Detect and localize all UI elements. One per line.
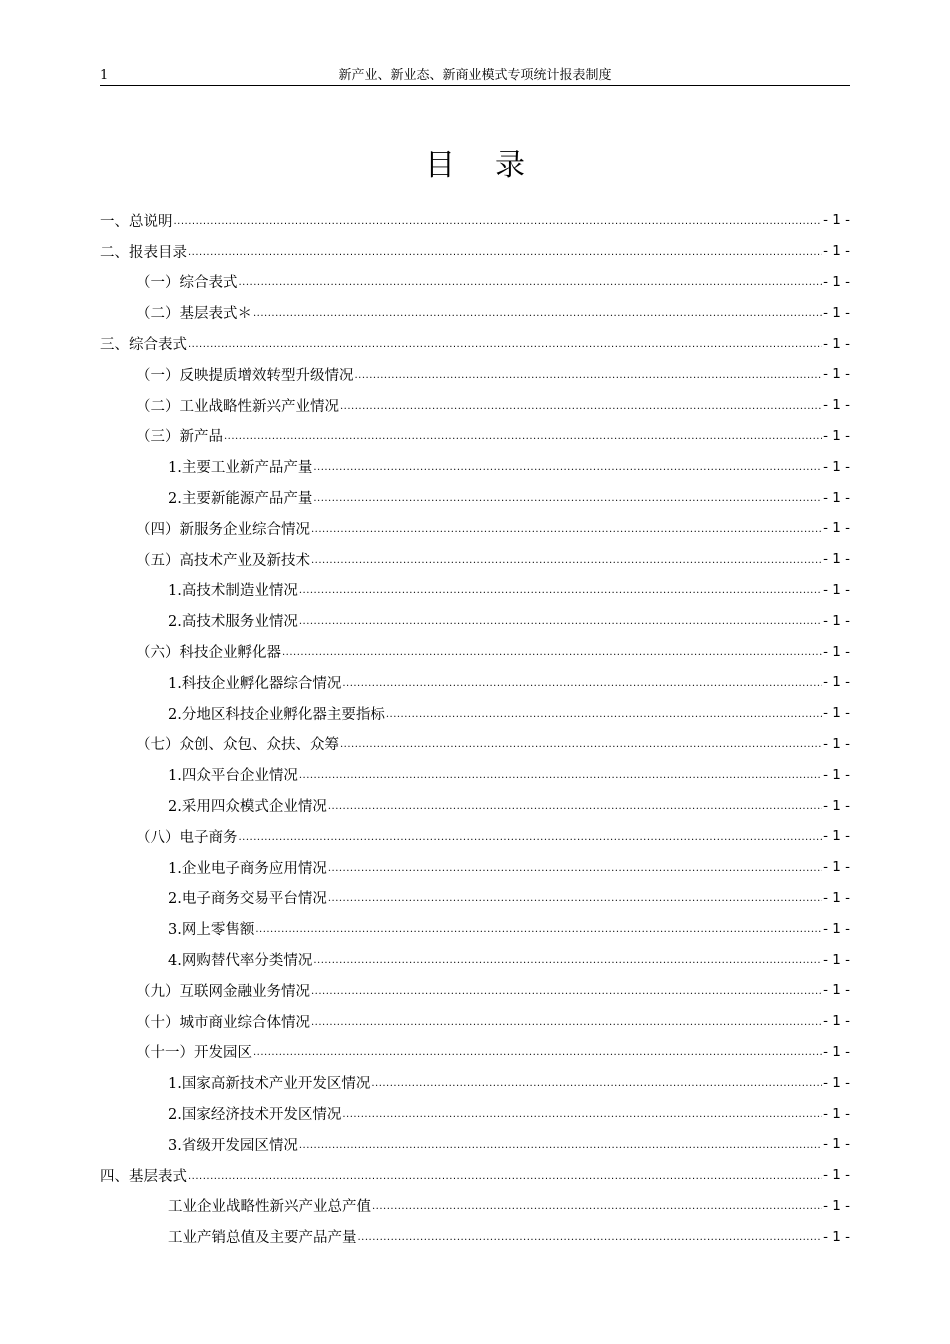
toc-entry-label: 2.主要新能源产品产量: [168, 491, 313, 508]
toc-entry[interactable]: [100, 390, 850, 421]
toc-entry-page: - 1 -: [823, 397, 850, 414]
toc-entry-label: 1.企业电子商务应用情况: [168, 860, 327, 877]
toc-entry-label: （五）高技术产业及新技术: [136, 552, 310, 569]
toc-entry-page: - 1 -: [823, 1105, 850, 1122]
toc-entry[interactable]: [100, 1098, 850, 1129]
toc-entry-page: - 1 -: [823, 889, 850, 906]
toc-entry[interactable]: [100, 421, 850, 452]
toc-entry[interactable]: [100, 821, 850, 852]
toc-dot-leader: [311, 1017, 822, 1037]
toc-dot-leader: [299, 616, 822, 636]
toc-entry-label: 1.主要工业新产品产量: [168, 460, 313, 477]
toc-entry-page: - 1 -: [823, 612, 850, 629]
toc-entry-label: 1.科技企业孵化器综合情况: [168, 675, 342, 692]
toc-entry-label: （一）综合表式: [136, 275, 238, 292]
toc-entry-label: 四、基层表式: [100, 1168, 187, 1185]
toc-entry-label: 一、总说明: [100, 213, 173, 230]
toc-entry-label: （十一）开发园区: [136, 1045, 252, 1062]
toc-dot-leader: [328, 893, 822, 913]
toc-entry-page: - 1 -: [823, 1136, 850, 1153]
toc-dot-leader: [239, 277, 823, 297]
toc-entry-label: 2.高技术服务业情况: [168, 614, 298, 631]
toc-entry-label: 2.电子商务交易平台情况: [168, 891, 327, 908]
document-title: 目录: [425, 148, 565, 183]
toc-entry[interactable]: [100, 883, 850, 914]
toc-dot-leader: [188, 339, 822, 359]
toc-entry-page: - 1 -: [823, 982, 850, 999]
toc-entry[interactable]: [100, 575, 850, 606]
toc-entry-page: - 1 -: [823, 1197, 850, 1214]
toc-entry-page: - 1 -: [823, 273, 850, 290]
toc-entry-page: - 1 -: [823, 1013, 850, 1030]
toc-entry-page: - 1 -: [823, 705, 850, 722]
toc-entry[interactable]: [100, 1006, 850, 1037]
toc-entry[interactable]: [100, 698, 850, 729]
toc-entry-page: - 1 -: [823, 735, 850, 752]
toc-dot-leader: [313, 955, 822, 975]
toc-entry-page: - 1 -: [823, 551, 850, 568]
toc-entry-page: - 1 -: [823, 1167, 850, 1184]
toc-dot-leader: [224, 431, 822, 451]
toc-entry-page: - 1 -: [823, 581, 850, 598]
toc-dot-leader: [311, 524, 822, 544]
toc-entry[interactable]: [100, 1160, 850, 1191]
toc-entry-page: - 1 -: [823, 920, 850, 937]
toc-entry[interactable]: [100, 359, 850, 390]
toc-entry-label: 2.分地区科技企业孵化器主要指标: [168, 706, 385, 723]
toc-entry[interactable]: [100, 513, 850, 544]
toc-entry[interactable]: [100, 297, 850, 328]
toc-entry[interactable]: [100, 1191, 850, 1222]
toc-dot-leader: [386, 709, 822, 729]
toc-dot-leader: [328, 863, 822, 883]
toc-entry[interactable]: [100, 1067, 850, 1098]
toc-entry-page: - 1 -: [823, 951, 850, 968]
toc-entry-label: 工业企业战略性新兴产业总产值: [168, 1199, 371, 1216]
toc-dot-leader: [299, 1140, 822, 1160]
toc-entry[interactable]: [100, 790, 850, 821]
toc-entry-label: 二、报表目录: [100, 244, 187, 261]
toc-entry-label: 1.四众平台企业情况: [168, 768, 298, 785]
toc-entry-page: - 1 -: [823, 828, 850, 845]
toc-entry-label: （二）工业战略性新兴产业情况: [136, 398, 339, 415]
toc-entry-label: 2.采用四众模式企业情况: [168, 799, 327, 816]
toc-entry-label: （三）新产品: [136, 429, 223, 446]
header-title: 新产业、新业态、新商业模式专项统计报表制度: [338, 68, 612, 83]
toc-entry[interactable]: [100, 1221, 850, 1252]
toc-entry-label: 三、综合表式: [100, 337, 187, 354]
toc-entry[interactable]: [100, 605, 850, 636]
toc-dot-leader: [342, 1109, 822, 1129]
toc-entry-label: 2.国家经济技术开发区情况: [168, 1107, 342, 1123]
toc-entry[interactable]: [100, 328, 850, 359]
toc-entry-page: - 1 -: [823, 458, 850, 475]
toc-dot-leader: [340, 739, 822, 759]
toc-entry[interactable]: [100, 451, 850, 482]
header-divider: [100, 85, 850, 86]
toc-entry[interactable]: [100, 205, 850, 236]
toc-dot-leader: [313, 462, 822, 482]
toc-entry-label: （六）科技企业孵化器: [136, 645, 281, 662]
toc-entry-label: 1.国家高新技术产业开发区情况: [168, 1076, 371, 1093]
toc-entry-label: 1.高技术制造业情况: [168, 583, 298, 600]
toc-entry-page: - 1 -: [823, 489, 850, 506]
toc-entry[interactable]: [100, 729, 850, 760]
toc-entry[interactable]: [100, 636, 850, 667]
toc-entry-page: - 1 -: [823, 1043, 850, 1060]
toc-entry-page: - 1 -: [823, 427, 850, 444]
toc-entry[interactable]: [100, 236, 850, 267]
toc-entry-page: - 1 -: [823, 304, 850, 321]
toc-dot-leader: [311, 555, 822, 575]
toc-entry-label: （四）新服务企业综合情况: [136, 521, 310, 538]
toc-entry-page: - 1 -: [823, 366, 850, 383]
toc-entry-page: - 1 -: [823, 797, 850, 814]
toc-dot-leader: [311, 986, 822, 1006]
toc-dot-leader: [299, 770, 822, 790]
toc-entry[interactable]: [100, 1129, 850, 1160]
toc-entry-label: 3.网上零售额: [168, 922, 255, 939]
toc-entry-page: - 1 -: [823, 674, 850, 691]
toc-dot-leader: [188, 1171, 822, 1191]
toc-dot-leader: [371, 1078, 822, 1098]
toc-dot-leader: [372, 1201, 822, 1221]
toc-dot-leader: [328, 801, 822, 821]
toc-dot-leader: [282, 647, 822, 667]
toc-dot-leader: [358, 1232, 823, 1252]
toc-entry[interactable]: [100, 544, 850, 575]
toc-dot-leader: [355, 370, 823, 390]
toc-entry[interactable]: [100, 852, 850, 883]
toc-entry-label: （二）基层表式＊: [136, 306, 252, 323]
toc-dot-leader: [188, 247, 822, 267]
toc-entry[interactable]: [100, 759, 850, 790]
toc-entry[interactable]: [100, 267, 850, 298]
toc-entry-page: - 1 -: [823, 520, 850, 537]
header-page-number: 1: [100, 68, 109, 83]
toc-dot-leader: [340, 401, 822, 421]
toc-entry-page: - 1 -: [823, 859, 850, 876]
toc-entry-label: （九）互联网金融业务情况: [136, 983, 310, 1000]
toc-entry-label: （七）众创、众包、众扶、众筹: [136, 737, 339, 754]
toc-dot-leader: [174, 216, 823, 236]
toc-entry-page: - 1 -: [823, 1074, 850, 1091]
toc-dot-leader: [255, 924, 822, 944]
toc-entry-label: （十）城市商业综合体情况: [136, 1014, 310, 1031]
toc-entry[interactable]: [100, 1037, 850, 1068]
toc-dot-leader: [253, 308, 822, 328]
toc-entry[interactable]: [100, 944, 850, 975]
toc-entry[interactable]: [100, 667, 850, 698]
toc-entry-page: - 1 -: [823, 243, 850, 260]
toc-dot-leader: [313, 493, 822, 513]
toc-entry-page: - 1 -: [823, 1228, 850, 1245]
toc-entry[interactable]: [100, 913, 850, 944]
toc-dot-leader: [299, 585, 822, 605]
toc-entry[interactable]: [100, 482, 850, 513]
toc-entry[interactable]: [100, 975, 850, 1006]
toc-dot-leader: [253, 1047, 822, 1067]
toc-entry-label: 4.网购替代率分类情况: [168, 953, 313, 970]
toc-entry-label: （一）反映提质增效转型升级情况: [136, 367, 354, 384]
toc-entry-page: - 1 -: [823, 335, 850, 352]
toc-dot-leader: [239, 832, 823, 852]
toc-entry-label: 3.省级开发园区情况: [168, 1137, 298, 1154]
toc-entry-page: - 1 -: [823, 212, 850, 229]
toc-entry-label: （八）电子商务: [136, 829, 238, 846]
toc-entry-label: 工业产销总值及主要产品产量: [168, 1230, 357, 1247]
toc-dot-leader: [342, 678, 822, 698]
table-of-contents: [100, 205, 850, 1252]
page-header: [100, 66, 850, 86]
toc-entry-page: - 1 -: [823, 643, 850, 660]
toc-entry-page: - 1 -: [823, 766, 850, 783]
